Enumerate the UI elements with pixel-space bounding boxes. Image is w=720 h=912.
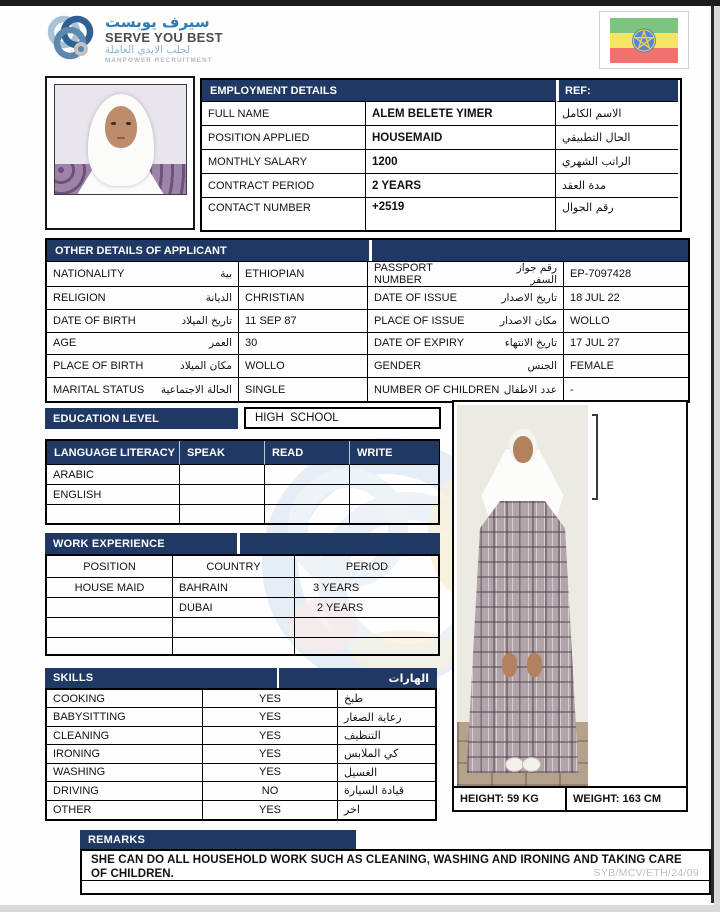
age-value: 30 [239, 333, 368, 356]
portrait-face [105, 106, 137, 148]
skills-table [45, 688, 437, 821]
employment-label: FULL NAME [202, 102, 366, 126]
skill-arabic-label: الغسيل [338, 764, 435, 782]
detail-label: GENDER الجنس [368, 355, 564, 378]
logo-subtitle: MANPOWER RECRUITMENT [105, 57, 213, 65]
work-experience-header: WORK EXPERIENCE [45, 533, 440, 554]
employment-arabic-label: الراتب الشهري [556, 150, 678, 174]
speak-value [180, 505, 265, 524]
remarks-box [80, 849, 711, 895]
position-applied-value: HOUSEMAID [366, 126, 556, 150]
logo-title: SERVE YOU BEST [105, 29, 223, 45]
ethiopia-flag-icon [610, 18, 678, 63]
education-level-header: EDUCATION LEVEL [45, 408, 238, 429]
monthly-salary-value: 1200 [366, 150, 556, 174]
skill-arabic-label: طبخ [338, 690, 435, 708]
employment-details-table [200, 78, 682, 232]
children-count-value: - [570, 383, 574, 396]
work-position [47, 638, 173, 655]
work-period: 3 YEARS [295, 578, 439, 598]
religion-value: CHRISTIAN [239, 287, 368, 310]
work-position [47, 618, 173, 638]
marital-status-value: SINGLE [239, 378, 368, 401]
skill-label: BABYSITTING [47, 708, 203, 726]
language-literacy-table [45, 439, 440, 525]
skill-value: YES [203, 801, 338, 819]
detail-label: RELIGION الديانة [47, 287, 239, 310]
remarks-header: REMARKS [80, 830, 356, 849]
write-value [350, 485, 439, 505]
speak-col-header: SPEAK [180, 441, 265, 465]
detail-label: PASSPORT NUMBER رقم جواز السفر [368, 262, 564, 287]
portrait-photo-frame [45, 76, 195, 230]
skills-header: SKILLS الهارات [45, 668, 437, 688]
employment-details-header: EMPLOYMENT DETAILS [202, 80, 556, 102]
full-name-value: ALEM BELETE YIMER [366, 102, 556, 126]
full-body-photo [457, 405, 588, 786]
reference-code-watermark: SYB/MCV/ETH/24/09 [593, 867, 699, 879]
logo-arabic-title: سيرف يوبست [105, 13, 210, 31]
work-position [47, 598, 173, 618]
read-col-header: READ [265, 441, 350, 465]
read-value [265, 465, 350, 485]
work-country [173, 638, 295, 655]
employment-arabic-label: رقم الجوال [562, 201, 614, 214]
period-col-header: PERIOD [295, 556, 439, 578]
country-col-header: COUNTRY [173, 556, 295, 578]
employment-label: CONTRACT PERIOD [202, 174, 366, 198]
detail-label: NATIONALITY بية [47, 262, 239, 287]
language-name: ENGLISH [47, 485, 180, 505]
speak-value [180, 465, 265, 485]
remarks-text: SHE CAN DO ALL HOUSEHOLD WORK SUCH AS CLEANING, WASHING AND IRONING AND TAKING CARE OF CHILDREN. [91, 854, 682, 880]
ethiopia-flag [599, 11, 689, 69]
skill-value: YES [203, 745, 338, 763]
work-period [295, 638, 439, 655]
height-value: HEIGHT: 59 KG [454, 788, 567, 810]
detail-label: PLACE OF ISSUE مكان الاصدار [368, 310, 564, 333]
detail-label: NUMBER OF CHILDREN عدد الاطفال [368, 378, 564, 401]
skill-value: YES [203, 690, 338, 708]
place-of-birth-value: WOLLO [239, 355, 368, 378]
other-details-header: OTHER DETAILS OF APPLICANT [47, 240, 688, 262]
employment-label: POSITION APPLIED [202, 126, 366, 150]
employment-arabic-label: الحال التطبيقي [556, 126, 678, 150]
logo-knot-icon [44, 12, 96, 69]
position-col-header: POSITION [47, 556, 173, 578]
language-name: ARABIC [47, 465, 180, 485]
detail-label: DATE OF BIRTH تاريخ الميلاد [47, 310, 239, 333]
work-period: 2 YEARS [295, 598, 439, 618]
skill-arabic-label: رعاية الصغار [338, 708, 435, 726]
height-weight-row [454, 786, 686, 810]
detail-label: AGE العمر [47, 333, 239, 356]
contract-period-value: 2 YEARS [366, 174, 556, 198]
write-value [350, 505, 439, 524]
date-of-birth-value: 11 SEP 87 [239, 310, 368, 333]
skill-label: DRIVING [47, 782, 203, 800]
skill-arabic-label: كي الملابس [338, 745, 435, 763]
weight-value: WEIGHT: 163 CM [573, 793, 662, 805]
place-of-issue-value: WOLLO [564, 310, 688, 333]
education-level-value: HIGH SCHOOL [244, 407, 441, 429]
skill-label: IRONING [47, 745, 203, 763]
detail-label: DATE OF ISSUE تاريخ الاصدار [368, 287, 564, 310]
other-details-table [45, 238, 690, 403]
skill-label: OTHER [47, 801, 203, 819]
write-col-header: WRITE [350, 441, 439, 465]
scan-edge-right [711, 5, 714, 903]
skill-value: YES [203, 727, 338, 745]
language-name [47, 505, 180, 524]
gender-value: FEMALE [564, 355, 688, 378]
skill-arabic-label: اخر [344, 803, 360, 817]
ref-header: REF: [556, 80, 678, 102]
detail-label: PLACE OF BIRTH مكان الميلاد [47, 355, 239, 378]
figure-face [513, 436, 533, 463]
write-value [350, 465, 439, 485]
skill-label: WASHING [47, 764, 203, 782]
scan-artifact [592, 414, 598, 500]
work-country: DUBAI [173, 598, 295, 618]
scan-edge-top [0, 0, 720, 6]
work-country: BAHRAIN [173, 578, 295, 598]
work-period [295, 618, 439, 638]
date-of-issue-value: 18 JUL 22 [564, 287, 688, 310]
detail-label: DATE OF EXPIRY تاريخ الانتهاء [368, 333, 564, 356]
work-country [173, 618, 295, 638]
figure-plaid-dress [467, 501, 579, 773]
skill-value: YES [203, 708, 338, 726]
passport-number-value: EP-7097428 [564, 262, 688, 287]
read-value [265, 505, 350, 524]
logo-arabic-subtitle: لجلب الايدي العاملة [105, 44, 191, 57]
detail-label: MARITAL STATUS الحالة الاجتماعية [47, 378, 239, 401]
skill-value: NO [203, 782, 338, 800]
full-body-photo-frame [452, 400, 688, 812]
portrait-photo [54, 84, 187, 195]
nationality-value: ETHIOPIAN [239, 262, 368, 287]
agency-logo [44, 12, 223, 69]
skill-arabic-label: قيادة السيارة [338, 782, 435, 800]
skill-label: CLEANING [47, 727, 203, 745]
skill-label: COOKING [47, 690, 203, 708]
skill-value: YES [203, 764, 338, 782]
employment-arabic-label: الاسم الكامل [556, 102, 678, 126]
employment-label: MONTHLY SALARY [202, 150, 366, 174]
skill-arabic-label: التنظيف [338, 727, 435, 745]
read-value [265, 485, 350, 505]
work-position: HOUSE MAID [47, 578, 173, 598]
contact-number-value: +2519 [366, 198, 556, 230]
date-of-expiry-value: 17 JUL 27 [564, 333, 688, 356]
work-experience-table [45, 554, 440, 656]
employment-label: CONTACT NUMBER [202, 198, 366, 230]
skills-arabic-header: الهارات [388, 671, 429, 685]
language-col-header: LANGUAGE LITERACY [47, 441, 180, 465]
speak-value [180, 485, 265, 505]
employment-arabic-label: مدة العقد [556, 174, 678, 198]
